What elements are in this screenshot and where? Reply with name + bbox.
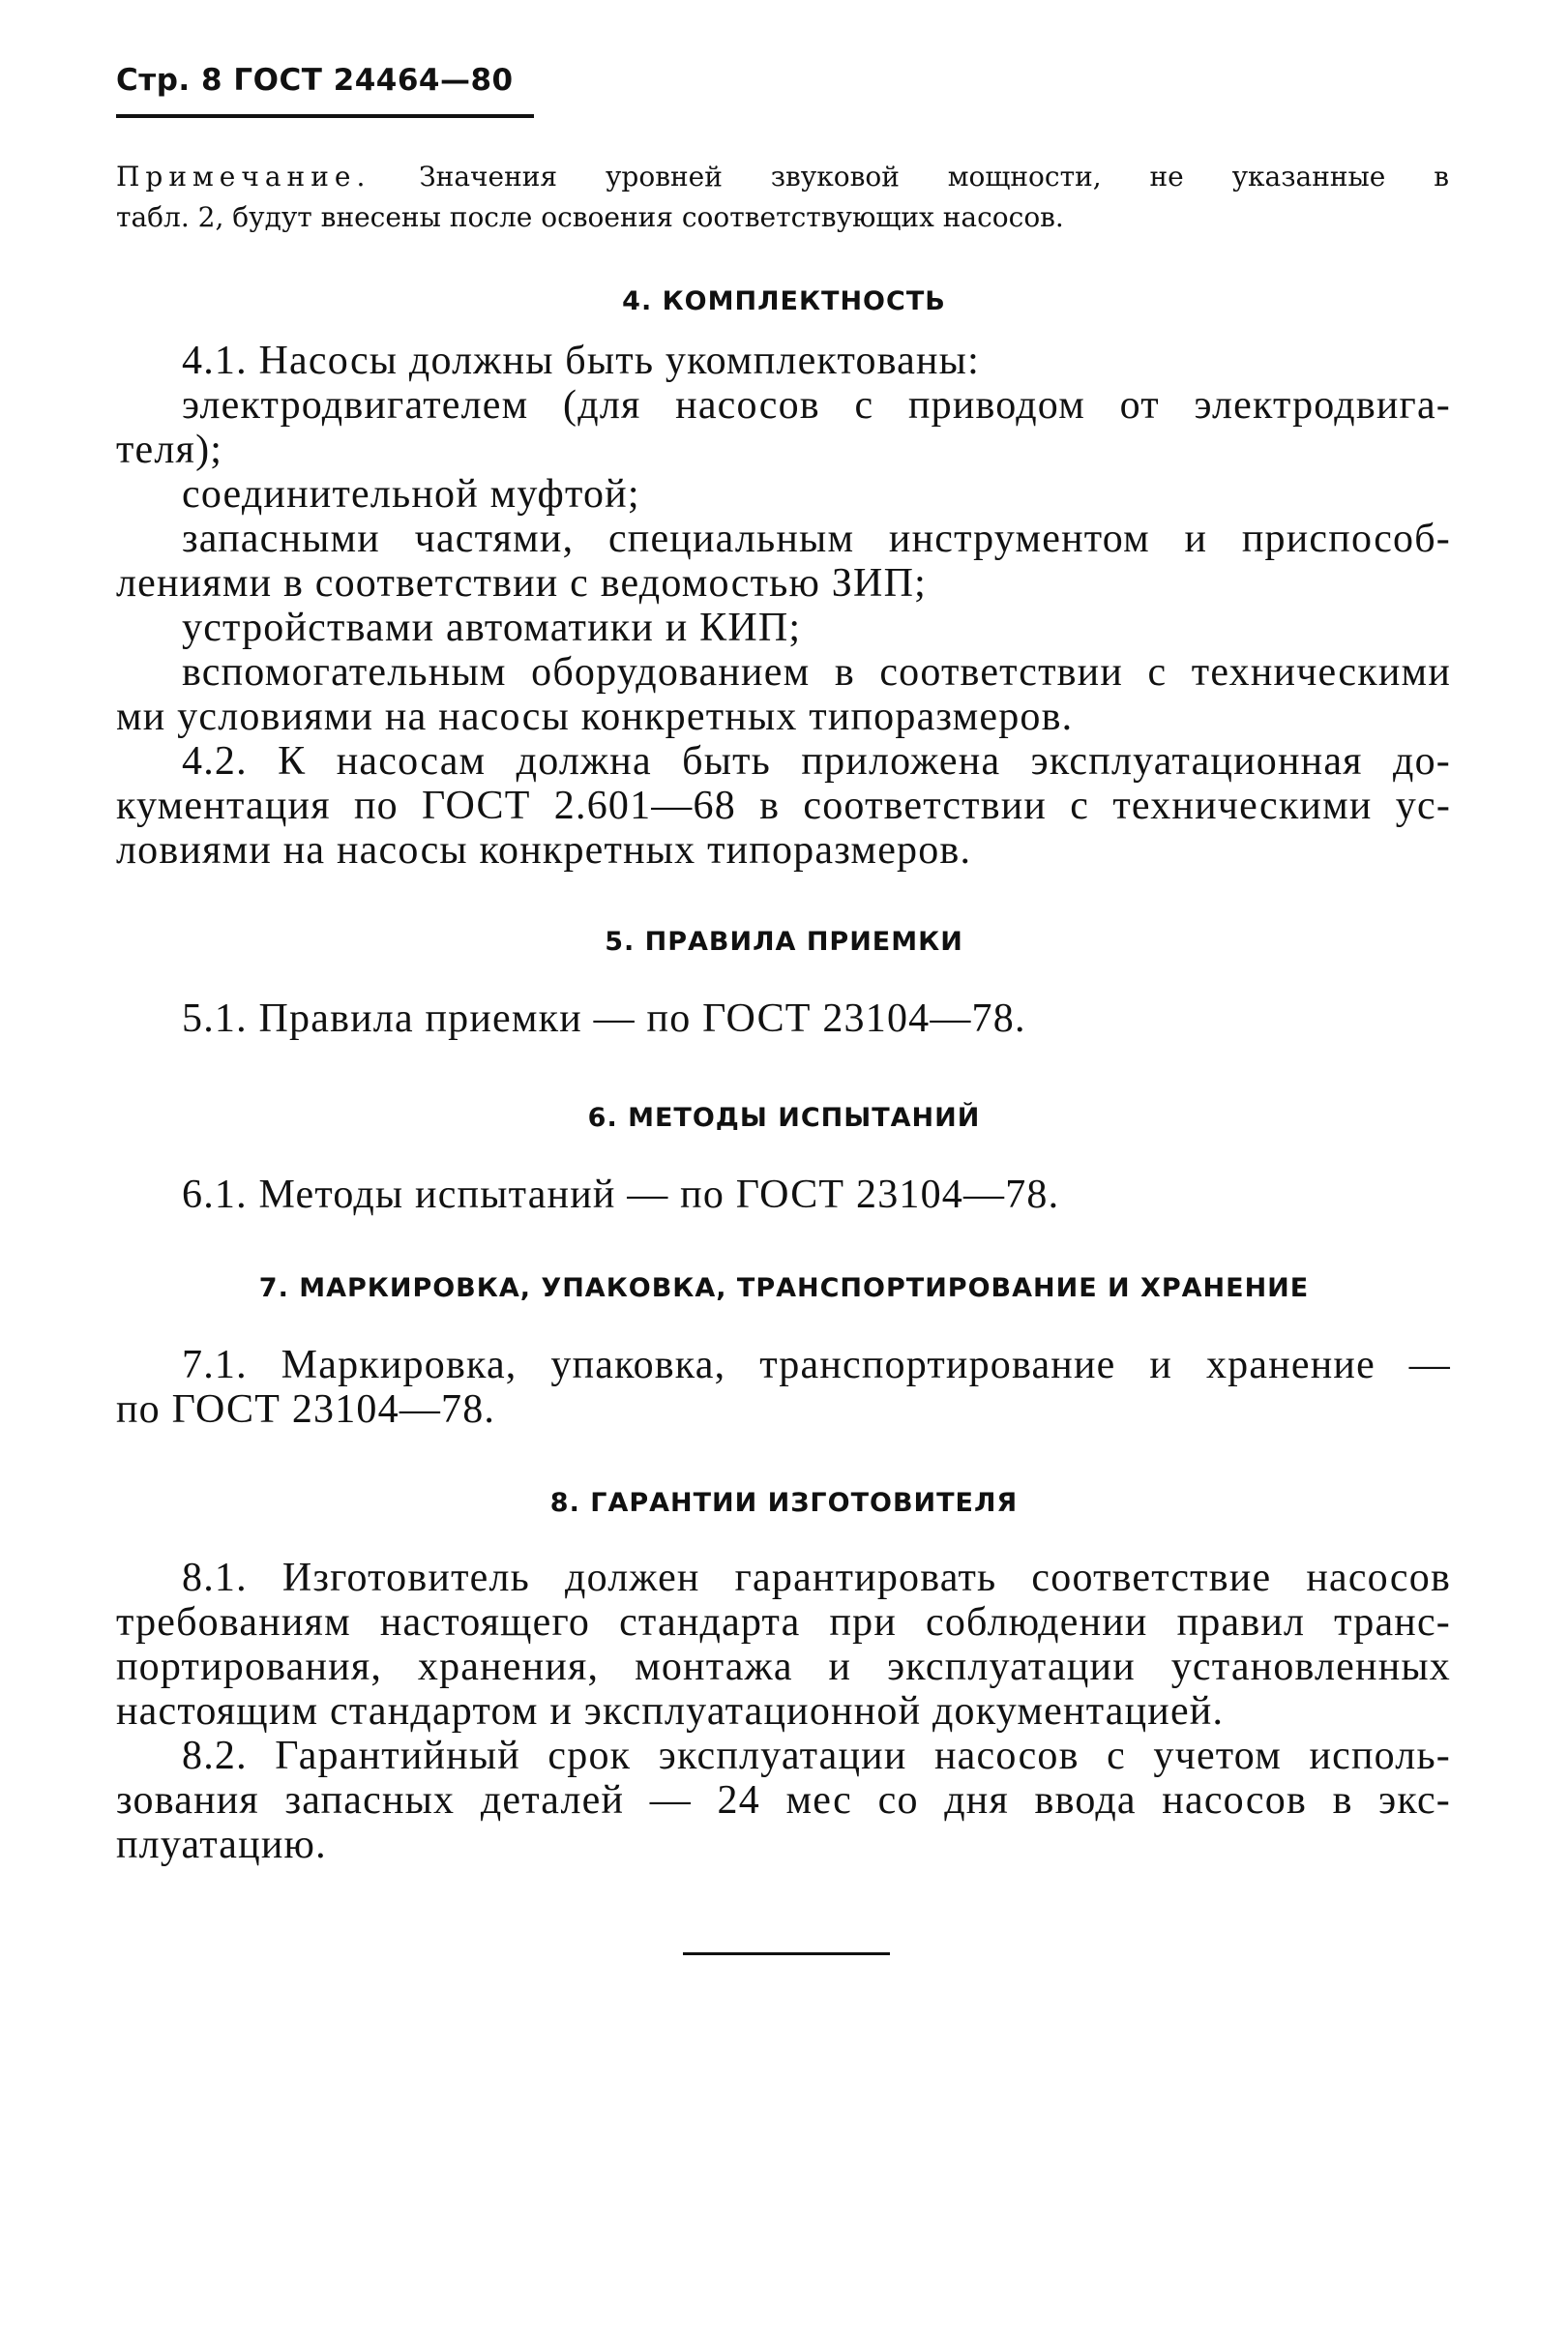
header-underline [116, 114, 534, 118]
section-7-line: 7.1. Маркировка, упаковка, транспортирование и хранение — [182, 1343, 1451, 1387]
section-4-line: запасными частями, специальным инструментом и приспособ- [182, 517, 1451, 561]
section-7-line: по ГОСТ 23104—78. [116, 1387, 496, 1432]
section-7-title: 7. МАРКИРОВКА, УПАКОВКА, ТРАНСПОРТИРОВАНИЕ И ХРАНЕНИЕ [258, 1273, 1310, 1303]
section-4-line: 4.1. Насосы должны быть укомплектованы: [182, 339, 980, 383]
section-4-body [116, 339, 1451, 873]
section-8-line: 8.2. Гарантийный срок эксплуатации насосов с учетом исполь- [182, 1734, 1451, 1778]
section-8-title: 8. ГАРАНТИИ ИЗГОТОВИТЕЛЯ [549, 1488, 1019, 1518]
section-4-line: соединительной муфтой; [182, 472, 640, 517]
section-4-line: 4.2. К насосам должна быть приложена эксплуатационная до- [182, 739, 1451, 784]
note-line-1 [116, 157, 1449, 197]
section-5-title: 5. ПРАВИЛА ПРИЕМКИ [605, 927, 963, 957]
section-5-body [116, 996, 1451, 1041]
note-line-2: табл. 2, будут внесены после освоения соответствующих насосов. [116, 201, 1064, 233]
page-header: Стр. 8 ГОСТ 24464—80 [116, 63, 514, 98]
end-divider [683, 1952, 890, 1955]
section-4-line: устройствами автоматики и КИП; [182, 606, 802, 650]
section-5-line: 5.1. Правила приемки — по ГОСТ 23104—78. [182, 996, 1026, 1041]
section-6-line: 6.1. Методы испытаний — по ГОСТ 23104—78. [182, 1173, 1060, 1217]
note-text-1: Значения уровней звуковой мощности, не указанные в [419, 161, 1449, 193]
section-4-title: 4. КОМПЛЕКТНОСТЬ [622, 286, 946, 316]
section-4-line: вспомогательным оборудованием в соответствии с техническими [182, 650, 1451, 695]
section-4-line: ловиями на насосы конкретных типоразмеров. [116, 828, 972, 873]
section-8-line: требованиям настоящего стандарта при соблюдении правил транс- [116, 1600, 1451, 1645]
table-note [116, 157, 1449, 238]
section-8-body [116, 1556, 1451, 1867]
section-4-line: теля); [116, 428, 223, 472]
section-4-line: ми условиями на насосы конкретных типоразмеров. [116, 695, 1074, 739]
section-4-line: лениями в соответствии с ведомостью ЗИП; [116, 561, 927, 606]
section-8-line: плуатацию. [116, 1823, 327, 1867]
section-8-line: портирования, хранения, монтажа и эксплуатации установленных [116, 1645, 1451, 1689]
section-8-line: настоящим стандартом и эксплуатационной документацией. [116, 1689, 1225, 1734]
section-4-line: электродвигателем (для насосов с приводом от электродвига- [182, 383, 1451, 428]
section-8-line: зования запасных деталей — 24 мес со дня ввода насосов в экс- [116, 1778, 1451, 1823]
section-8-line: 8.1. Изготовитель должен гарантировать соответствие насосов [182, 1556, 1451, 1600]
section-7-body [116, 1343, 1451, 1432]
section-6-body [116, 1173, 1451, 1217]
section-4-line: кументация по ГОСТ 2.601—68 в соответствии с техническими ус- [116, 784, 1451, 828]
note-label: Примечание. [116, 161, 371, 193]
section-6-title: 6. МЕТОДЫ ИСПЫТАНИЙ [587, 1103, 981, 1133]
